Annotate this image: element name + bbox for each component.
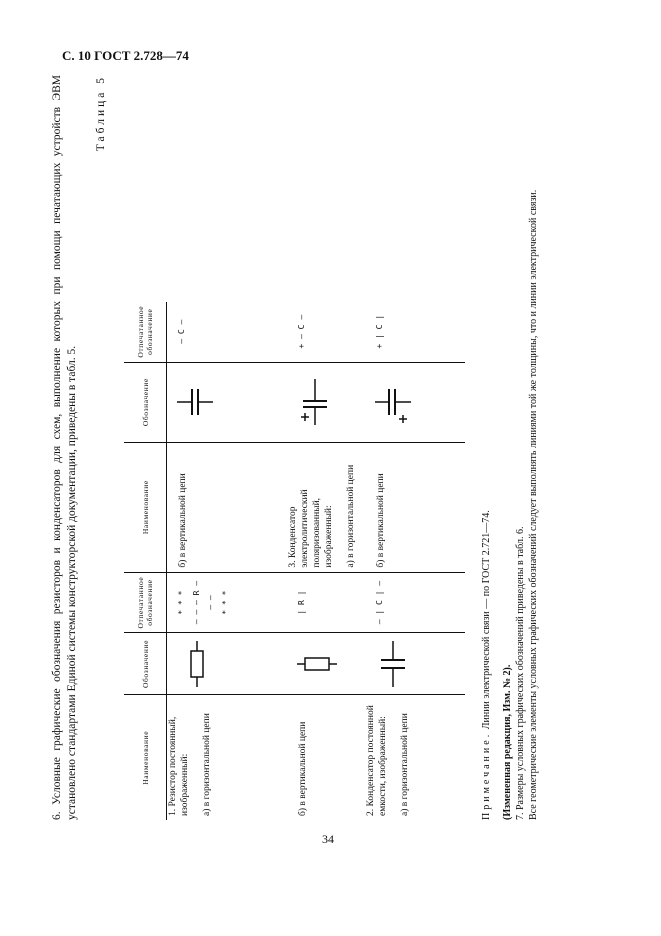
- electrolytic-horizontal-printed: [287, 302, 365, 362]
- resistor-vertical-symbol: [287, 633, 365, 695]
- electrolytic-capacitor-horizontal-symbol: [287, 362, 365, 442]
- printed-line: – C –: [177, 319, 186, 344]
- row-sub: а) в горизонтальной цепи: [202, 713, 212, 816]
- final-paragraph: Все геометрические элементы условных графических обозначений следует выполнять линиями той же толщины, что и линии электрической связи.: [528, 189, 539, 820]
- electrolytic-vertical-printed: [365, 302, 465, 362]
- printed-line: + – C –: [297, 314, 306, 349]
- rotated-content: [50, 75, 550, 820]
- column-header: Наименование: [124, 442, 167, 572]
- note-label: Примечание.: [481, 731, 492, 820]
- column-header: Отпечатанное обозначение: [124, 572, 167, 633]
- row-sub: а) в горизонтальной цепи: [346, 464, 356, 568]
- capacitor-horizontal-symbol: [365, 633, 465, 695]
- resistor-vertical-printed: [287, 572, 365, 633]
- edition-note: (Измененная редакция, Изм. № 2).: [502, 664, 513, 820]
- printed-line: – – – R – – –: [191, 580, 215, 625]
- printed-r: R: [191, 590, 201, 596]
- resistor-horizontal-printed: [167, 572, 288, 633]
- column-header: Обозначение: [124, 633, 167, 695]
- electrolytic-capacitor-vertical-symbol: [365, 362, 465, 442]
- capacitor-vertical-printed: [167, 302, 288, 362]
- printed-c: C: [297, 324, 306, 330]
- page-header: С. 10 ГОСТ 2.728—74: [62, 48, 189, 63]
- table-row-label: [365, 695, 465, 820]
- capacitor-vertical-symbol: [167, 362, 288, 442]
- note-text: Линии электрической связи — по ГОСТ 2.721—74.: [481, 510, 492, 730]
- table-row-label: [287, 442, 365, 572]
- table-row-label: [167, 442, 288, 572]
- printed-stars: * * *: [220, 590, 230, 615]
- row-sub: б) в вертикальной цепи: [298, 721, 308, 816]
- table-caption: Таблица 5: [95, 75, 107, 152]
- table-row-label: [167, 695, 288, 820]
- row-name: 2. Конденсатор постоянной емкости, изображенный:: [366, 705, 388, 816]
- column-header: Отпечатанное обозначение: [124, 302, 167, 362]
- row-sub: б) в вертикальной цепи: [178, 473, 188, 568]
- row-name: 3. Конденсатор электролитический поляризованный, изображенный:: [288, 489, 334, 568]
- printed-c: C: [177, 329, 186, 335]
- printed-line: | R |: [297, 590, 306, 615]
- row-sub: б) в вертикальной цепи: [376, 473, 386, 568]
- note-line: [480, 75, 493, 820]
- column-header: Наименование: [124, 695, 167, 820]
- table-row-label: [365, 442, 465, 572]
- printed-c: C: [375, 600, 384, 605]
- item-7: 7. Размеры условных графических обозначений приведены в табл. 6.: [515, 526, 526, 820]
- printed-r: R: [297, 600, 306, 605]
- column-header: Обозначение: [124, 362, 167, 442]
- row-name: 1. Резистор постоянный, изображенный:: [168, 716, 190, 816]
- capacitor-horizontal-printed: [365, 572, 465, 633]
- table-row-label: [287, 695, 365, 820]
- row-sub: а) в горизонтальной цепи: [400, 713, 410, 816]
- notes-block: [480, 75, 540, 820]
- printed-c: C: [375, 324, 384, 330]
- printed-stars: * * *: [177, 590, 186, 615]
- table-5: [124, 302, 465, 820]
- printed-line: – | C | –: [375, 580, 384, 625]
- resistor-horizontal-symbol: [167, 633, 288, 695]
- page-number: 34: [322, 832, 334, 846]
- printed-line: + | C |: [375, 314, 384, 349]
- intro-paragraph: 6. Условные графические обозначения резисторов и конденсаторов для схем, выполнение которых при помощи печатающих устройств ЭВМ установлено стандартами Единой системы конструкторской документации, приведены в табл. 5.: [51, 75, 78, 820]
